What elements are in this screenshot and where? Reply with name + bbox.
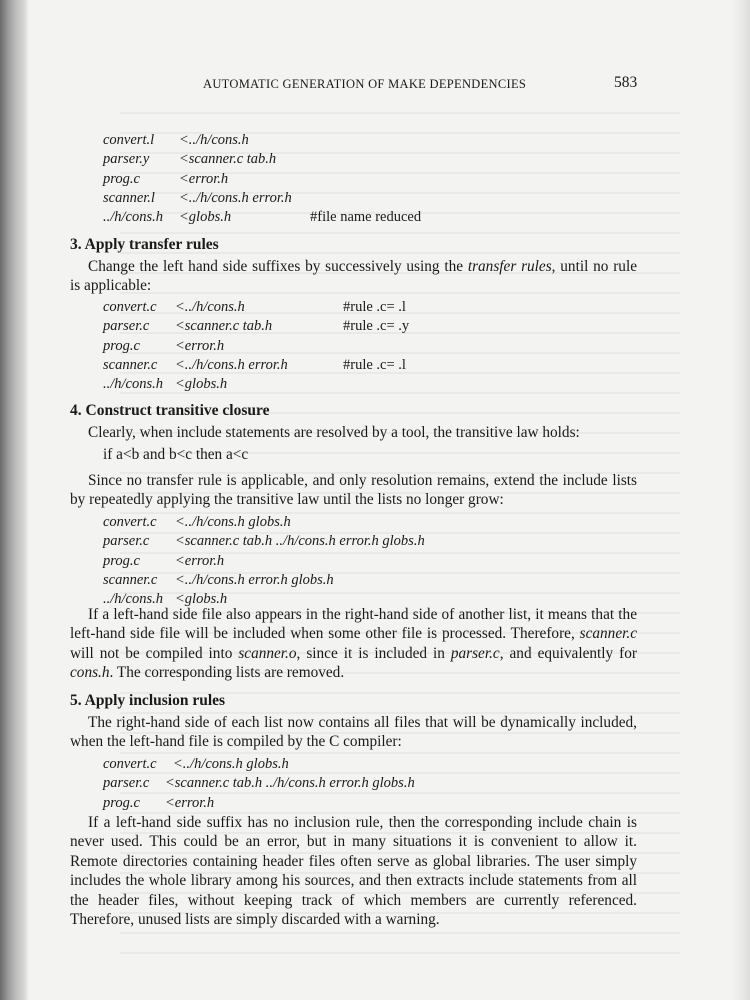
transitive-law: if a<b and b<c then a<c [103, 446, 249, 463]
section-heading-5: 5. Apply inclusion rules [70, 692, 226, 709]
section-heading-4: 4. Construct transitive closure [70, 402, 270, 419]
code-comment: #rule .c= .l [343, 299, 406, 315]
book-spine-shadow [0, 0, 28, 1000]
paragraph: If a left-hand side suffix has no inclusion rule, then the corresponding include chain is never used. This could be an error, but in many situations it is convenient to allow it. Remote directories containing header files often serve as global libraries. The user simply includes the whole library among his sources, and then extracts include statements from all the header files, without keeping track of which members are currently referenced. Therefore, unused lists are simply discarded with a warning. [70, 814, 637, 929]
section-heading-3: 3. Apply transfer rules [70, 236, 219, 253]
code-comment: #file name reduced [310, 209, 422, 226]
paragraph: Since no transfer rule is applicable, and only resolution remains, extend the include lists by repeatedly applying the transitive law until the lists no longer grow: [70, 472, 637, 509]
paragraph: Change the left hand side suffixes by successively using the transfer rules, until no rule is applicable: [70, 258, 637, 295]
paragraph: The right-hand side of each list now contains all files that will be dynamically included, when the left-hand file is compiled by the C compiler: [70, 714, 637, 751]
page-number: 583 [614, 74, 638, 91]
page-edge-shadow [732, 0, 750, 1000]
running-title: AUTOMATIC GENERATION OF MAKE DEPENDENCIES [203, 77, 527, 91]
code-comment: #rule .c= .l [343, 356, 406, 373]
code-comment: #rule .c= .y [343, 318, 410, 335]
paragraph: Clearly, when include statements are resolved by a tool, the transitive law holds: [88, 424, 580, 441]
paragraph: If a left-hand side file also appears in the right-hand side of another list, it means that the left-hand side file will be included when some other file is processed. Therefore, scanner.c will not be compiled into scanner.o, since it is included in parser.c, and equivalently for cons.h. The corresponding lists are removed. [70, 606, 637, 682]
